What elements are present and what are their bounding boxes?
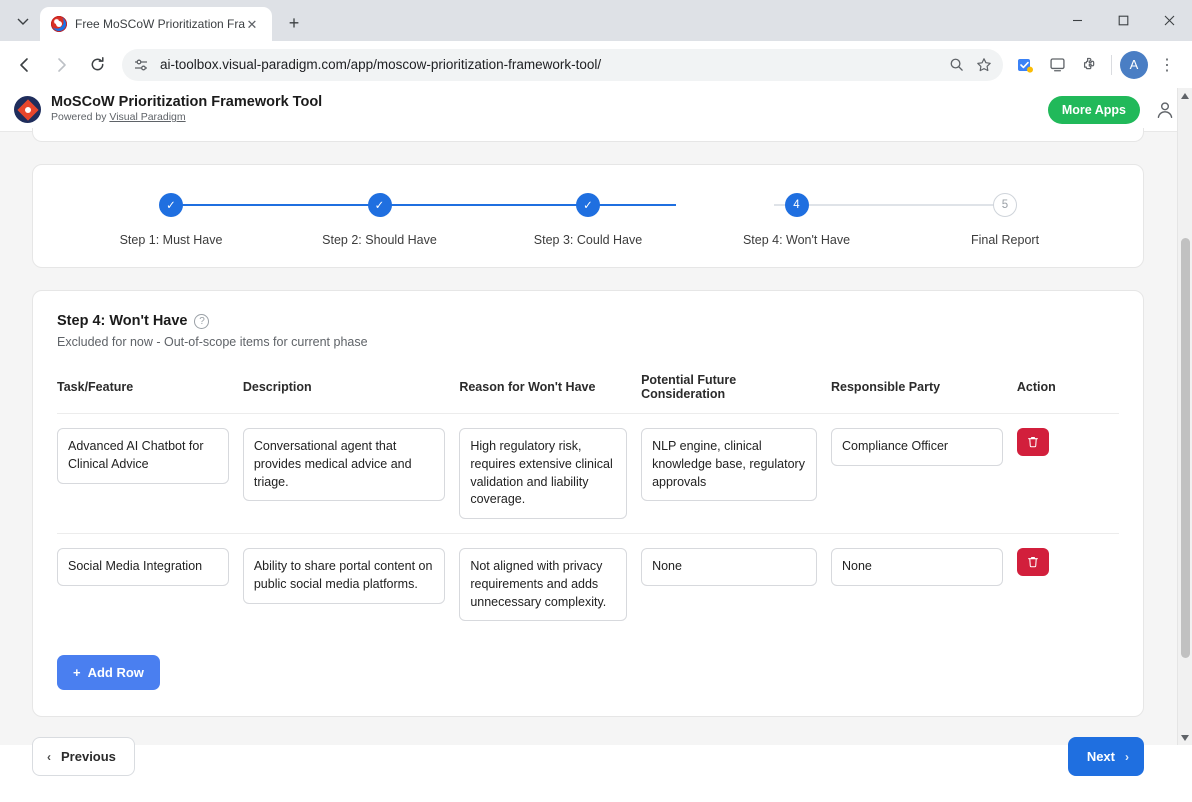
progress-stepper [81, 193, 1095, 247]
cell-party [831, 414, 1017, 534]
task-input-row-1[interactable]: Advanced AI Chatbot for Clinical Advice [57, 428, 229, 484]
address-bar[interactable] [122, 49, 1003, 81]
previous-button[interactable] [32, 737, 135, 776]
tab-search-icon[interactable] [10, 8, 36, 34]
wizard-navigation [32, 737, 1144, 802]
browser-menu-icon[interactable]: ⋮ [1159, 56, 1175, 74]
scrollbar-thumb[interactable] [1181, 238, 1190, 658]
column-header-reason: Reason for Won't Have [459, 373, 641, 414]
app-header-actions [1048, 96, 1178, 124]
chevron-left-icon: ‹ [47, 749, 51, 764]
next-button-label: Next [1086, 749, 1115, 765]
app-header [0, 88, 1192, 132]
cell-reason [459, 534, 641, 636]
tab-favicon-icon [51, 16, 67, 32]
stepper-label-2: Step 2: Should Have [322, 233, 437, 247]
stepper-dot-5: 5 [993, 193, 1017, 217]
table-row [57, 534, 1119, 636]
cell-party [831, 534, 1017, 636]
visual-paradigm-logo-icon [14, 96, 41, 123]
stepper-dot-1: ✓ [159, 193, 183, 217]
extension-one-icon[interactable] [1011, 51, 1039, 79]
back-button[interactable] [8, 48, 42, 82]
window-close-button[interactable] [1146, 0, 1192, 41]
cell-action [1017, 414, 1119, 534]
powered-by-text: Powered by [51, 111, 110, 124]
delete-row-button-2[interactable] [1017, 548, 1049, 576]
previous-button-label: Previous [61, 749, 116, 765]
wont-have-table [57, 373, 1119, 635]
cell-description [243, 534, 459, 636]
cell-task [57, 414, 243, 534]
reason-input-row-1[interactable]: High regulatory risk, requires extensive clinical validation and liability coverage. [459, 428, 627, 519]
party-input-row-2[interactable]: None [831, 548, 1003, 586]
reload-button[interactable] [80, 48, 114, 82]
tab-title: Free MoSCoW Prioritization Fra [75, 17, 246, 31]
stepper-dot-4: 4 [785, 193, 809, 217]
cell-action [1017, 534, 1119, 636]
forward-button[interactable] [44, 48, 78, 82]
zoom-icon[interactable] [947, 56, 965, 74]
column-header-future: Potential Future Consideration [641, 373, 831, 414]
next-button[interactable] [1068, 737, 1144, 776]
stepper-dot-2: ✓ [368, 193, 392, 217]
app-subtitle [51, 111, 322, 125]
new-tab-button[interactable]: + [288, 12, 300, 33]
cell-future [641, 414, 831, 534]
stepper-step-1[interactable] [81, 193, 261, 247]
stepper-label-1: Step 1: Must Have [119, 233, 223, 247]
scrollbar-down-arrow[interactable] [1178, 730, 1192, 745]
party-input-row-1[interactable]: Compliance Officer [831, 428, 1003, 466]
previous-card-edge [32, 128, 1144, 142]
site-settings-icon[interactable] [132, 56, 150, 74]
description-input-row-2[interactable]: Ability to share portal content on public social media platforms. [243, 548, 445, 604]
cell-future [641, 534, 831, 636]
stepper-step-2[interactable] [290, 193, 470, 247]
cell-reason [459, 414, 641, 534]
page-viewport [0, 88, 1192, 765]
toolbar-divider [1111, 55, 1112, 75]
plus-icon: + [73, 665, 81, 681]
progress-stepper-card [32, 164, 1144, 268]
app-title-block [51, 94, 322, 124]
panel-title-row [57, 313, 1119, 329]
stepper-step-3[interactable] [498, 193, 678, 247]
window-maximize-button[interactable] [1100, 0, 1146, 41]
more-apps-button[interactable]: More Apps [1048, 96, 1140, 124]
stepper-label-5: Final Report [970, 233, 1040, 247]
bookmark-star-icon[interactable] [975, 56, 993, 74]
task-input-row-2[interactable]: Social Media Integration [57, 548, 229, 586]
column-header-task: Task/Feature [57, 373, 243, 414]
column-header-party: Responsible Party [831, 373, 1017, 414]
trash-icon [1026, 435, 1040, 449]
extensions-puzzle-icon[interactable] [1075, 51, 1103, 79]
future-input-row-2[interactable]: None [641, 548, 817, 586]
stepper-step-5[interactable] [915, 193, 1095, 247]
tab-close-icon[interactable]: ✕ [246, 16, 258, 32]
cell-description [243, 414, 459, 534]
chevron-right-icon: › [1125, 749, 1129, 764]
tab-strip [0, 0, 1192, 41]
column-header-description: Description [243, 373, 459, 414]
page-scrollbar[interactable] [1177, 88, 1192, 745]
page-content [0, 132, 1192, 765]
step-panel [32, 290, 1144, 717]
stepper-label-3: Step 3: Could Have [533, 233, 643, 247]
app-title: MoSCoW Prioritization Framework Tool [51, 94, 323, 111]
trash-icon [1026, 555, 1040, 569]
add-row-button[interactable] [57, 655, 160, 690]
table-header-row [57, 373, 1119, 414]
table-row [57, 414, 1119, 534]
profile-avatar[interactable]: A [1120, 51, 1148, 79]
help-icon[interactable]: ? [194, 314, 209, 329]
cell-task [57, 534, 243, 636]
column-header-action: Action [1017, 373, 1119, 414]
user-account-icon[interactable] [1152, 97, 1178, 123]
media-panel-icon[interactable] [1043, 51, 1071, 79]
stepper-dot-3: ✓ [576, 193, 600, 217]
panel-subtitle: Excluded for now - Out-of-scope items for current phase [57, 335, 368, 349]
window-controls [1054, 0, 1192, 41]
extension-icons [1011, 51, 1103, 79]
description-input-row-1[interactable]: Conversational agent that provides medical advice and triage. [243, 428, 445, 501]
stepper-label-4: Step 4: Won't Have [742, 233, 851, 247]
window-minimize-button[interactable] [1054, 0, 1100, 41]
browser-tab[interactable] [40, 7, 272, 41]
add-row-label: Add Row [87, 665, 144, 681]
future-input-row-1[interactable]: NLP engine, clinical knowledge base, regulatory approvals [641, 428, 817, 501]
reason-input-row-2[interactable]: Not aligned with privacy requirements and adds unnecessary complexity. [459, 548, 627, 621]
stepper-step-4[interactable] [707, 193, 887, 247]
scrollbar-up-arrow[interactable] [1178, 88, 1192, 103]
visual-paradigm-link[interactable]: Visual Paradigm [109, 111, 186, 124]
panel-title: Step 4: Won't Have [57, 313, 188, 329]
browser-toolbar [0, 41, 1192, 88]
address-bar-url[interactable]: ai-toolbox.visual-paradigm.com/app/moscow-prioritization-framework-tool/ [160, 57, 602, 72]
delete-row-button-1[interactable] [1017, 428, 1049, 456]
